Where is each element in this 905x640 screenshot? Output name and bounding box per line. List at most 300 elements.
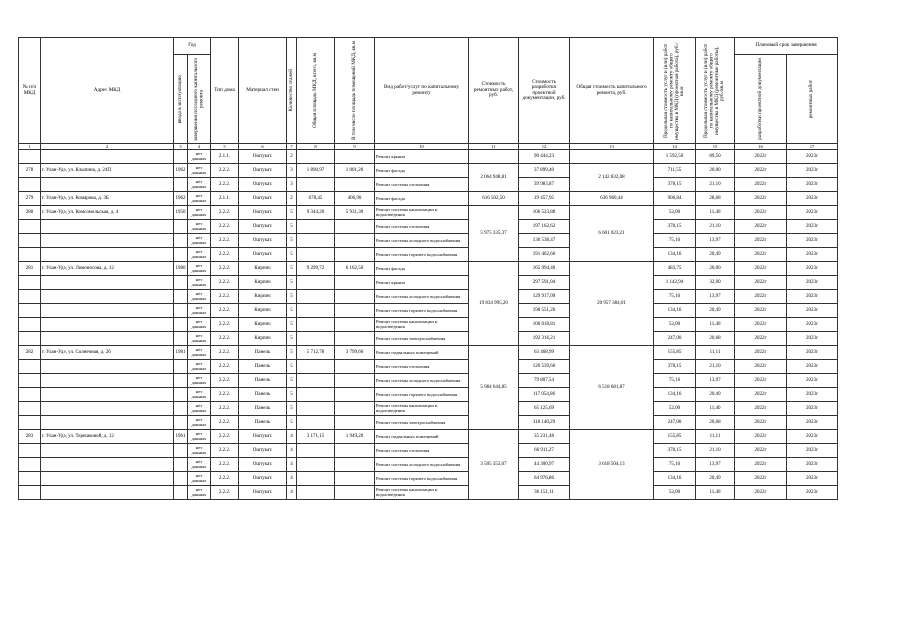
cell-m2: 11,11 (696, 430, 735, 444)
cell-m1: 52,00 (654, 402, 696, 416)
cell-p1: 2022г (735, 192, 787, 206)
cell-mat: Кирпич (239, 332, 287, 346)
col-number: 4 (188, 144, 211, 150)
cell-m2: 32,00 (696, 276, 735, 290)
cell-fl: 3 (287, 164, 297, 178)
cell-num (19, 290, 41, 304)
cell-mat: Оштукат. (239, 164, 287, 178)
cell-type: 2.2.2. (211, 262, 239, 276)
cell-built (174, 332, 188, 346)
cell-type: 2.2.2. (211, 178, 239, 192)
col-number: 3 (174, 144, 188, 150)
cell-m1: 378,15 (654, 360, 696, 374)
cell-mat: Оштукат. (239, 206, 287, 220)
cell-dc: 165 994,40 (519, 262, 570, 276)
header-num: № п/п МКД (19, 38, 41, 144)
cell-type: 2.2.2. (211, 388, 239, 402)
cell-rc: 5 975 335,37 (469, 206, 519, 262)
cell-addr: г. Улан-Удэ, ул. Солнечная, д. 26 (41, 346, 174, 360)
cell-ta (297, 248, 335, 262)
header-total-area: Общая площадь МКД, всего, кв.м (297, 38, 335, 144)
cell-num (19, 332, 41, 346)
cell-m1: 378,15 (654, 444, 696, 458)
cell-dc: 117 054,86 (519, 388, 570, 402)
cell-type: 2.2.2. (211, 248, 239, 262)
cell-p2: 2023г (787, 164, 838, 178)
cell-num (19, 416, 41, 430)
cell-p2: 2023г (787, 304, 838, 318)
cell-p1: 2022г (735, 164, 787, 178)
cell-ta: 9 299,72 (297, 262, 335, 276)
cell-p1: 2022г (735, 276, 787, 290)
cell-m1: 378,15 (654, 178, 696, 192)
cell-num (19, 472, 41, 486)
cell-m2: 11,40 (696, 206, 735, 220)
cell-m1: 378,15 (654, 220, 696, 234)
cell-p1: 2022г (735, 374, 787, 388)
cell-ta (297, 318, 335, 332)
cell-work: Ремонт системы горячего водоснабжения (375, 248, 469, 262)
cell-work: Ремонт системы отопления (375, 444, 469, 458)
cell-mat: Панель (239, 374, 287, 388)
cell-built (174, 486, 188, 500)
cell-dc: 63 468,99 (519, 346, 570, 360)
cell-m2: 13,97 (696, 290, 735, 304)
cell-num (19, 304, 41, 318)
cell-ta: 1 890,97 (297, 164, 335, 178)
header-year-group: Год (174, 38, 211, 55)
cell-p1: 2022г (735, 346, 787, 360)
table-row (19, 276, 838, 290)
header-plan-design: разработки проектной документации (735, 55, 787, 144)
cell-num (19, 234, 41, 248)
cell-fl: 5 (287, 304, 297, 318)
cell-ta (297, 360, 335, 374)
cell-type: 2.2.2. (211, 290, 239, 304)
cell-num (19, 402, 41, 416)
col-number: 12 (519, 144, 570, 150)
header-living-area: В том числе площадь помещений МКД, кв.м (335, 38, 375, 144)
cell-p2: 2023г (787, 388, 838, 402)
cell-p2: 2023г (787, 318, 838, 332)
header-max-cost-2: Предельная стоимость услуг и (или) работ по капитальному ремонту общего имущества в МКД (ремонтные работы), руб./кв.м (696, 38, 735, 144)
cell-mat: Кирпич (239, 290, 287, 304)
cell-la: 1 001,20 (335, 164, 375, 178)
cell-num (19, 150, 41, 164)
cell-fl: 4 (287, 430, 297, 444)
cell-p1: 2022г (735, 430, 787, 444)
cell-repair: нет данных (188, 472, 211, 486)
cell-m1: 906,84 (654, 192, 696, 206)
cell-fl: 5 (287, 360, 297, 374)
table-row (19, 472, 838, 486)
cell-work: Ремонт системы канализации и водоотведения (375, 318, 469, 332)
cell-addr: г. Улан-Удэ, ул. Ломоносова, д. 12 (41, 262, 174, 276)
cell-built (174, 444, 188, 458)
cell-mat: Оштукат. (239, 486, 287, 500)
cell-fl: 5 (287, 206, 297, 220)
cell-ta (297, 402, 335, 416)
cell-mat: Кирпич (239, 304, 287, 318)
cell-addr: г. Улан-Удэ, ул. Клыпина, д. 24П (41, 164, 174, 178)
cell-p2: 2023г (787, 150, 838, 164)
cell-work: Ремонт системы отопления (375, 360, 469, 374)
cell-addr (41, 290, 174, 304)
cell-built (174, 472, 188, 486)
cell-p1: 2022г (735, 402, 787, 416)
col-number: 7 (287, 144, 297, 150)
table-row (19, 248, 838, 262)
cell-mat: Оштукат. (239, 192, 287, 206)
cell-la (335, 374, 375, 388)
cell-repair: нет данных (188, 444, 211, 458)
cell-ta: 3 171,15 (297, 430, 335, 444)
cell-addr (41, 318, 174, 332)
cell-work: Ремонт системы канализации и водоотведения (375, 206, 469, 220)
cell-tc: 636 960,44 (570, 192, 654, 206)
cell-dc: 297 591,04 (519, 276, 570, 290)
cell-mat: Кирпич (239, 318, 287, 332)
cell-fl: 5 (287, 416, 297, 430)
table-row (19, 192, 838, 206)
cell-la: 1 949,20 (335, 430, 375, 444)
cell-addr (41, 178, 174, 192)
cell-m1: 52,00 (654, 318, 696, 332)
cell-p1: 2022г (735, 290, 787, 304)
cell-built (174, 374, 188, 388)
cell-mat: Оштукат. (239, 458, 287, 472)
cell-m1: 75,16 (654, 374, 696, 388)
cell-la (335, 276, 375, 290)
cell-addr (41, 248, 174, 262)
cell-dc: 19 457,95 (519, 192, 570, 206)
cell-addr (41, 486, 174, 500)
cell-fl: 5 (287, 276, 297, 290)
cell-p1: 2022г (735, 220, 787, 234)
cell-m2: 20,00 (696, 164, 735, 178)
cell-m2: 20,49 (696, 472, 735, 486)
cell-m1: 134,16 (654, 388, 696, 402)
cell-p1: 2022г (735, 416, 787, 430)
cell-addr: г. Улан-Удэ, ул. Комсомольская, д. 4 (41, 206, 174, 220)
cell-mat: Оштукат. (239, 178, 287, 192)
cell-repair: нет данных (188, 220, 211, 234)
cell-built (174, 388, 188, 402)
cell-p1: 2022г (735, 332, 787, 346)
cell-addr (41, 416, 174, 430)
col-number: 17 (787, 144, 838, 150)
cell-la (335, 220, 375, 234)
cell-repair: нет данных (188, 332, 211, 346)
table-row (19, 402, 838, 416)
cell-mat: Панель (239, 388, 287, 402)
cell-m2: 21,10 (696, 360, 735, 374)
cell-ta (297, 290, 335, 304)
cell-fl: 5 (287, 402, 297, 416)
cell-mat: Панель (239, 346, 287, 360)
cell-built: 1962 (174, 192, 188, 206)
cell-work: Ремонт системы отопления (375, 220, 469, 234)
col-number: 13 (570, 144, 654, 150)
cell-p2: 2023г (787, 178, 838, 192)
cell-addr: г. Улан-Удэ, ул. Терешковой, д. 12 (41, 430, 174, 444)
cell-dc: 129 917,09 (519, 290, 570, 304)
cell-built: 1980 (174, 262, 188, 276)
cell-repair: нет данных (188, 388, 211, 402)
cell-p2: 2023г (787, 290, 838, 304)
cell-dc: 118 140,29 (519, 416, 570, 430)
cell-fl: 5 (287, 388, 297, 402)
cell-num: 278 (19, 164, 41, 178)
cell-type: 2.2.2. (211, 444, 239, 458)
cell-built (174, 402, 188, 416)
cell-la: 5 931,30 (335, 206, 375, 220)
cell-la (335, 486, 375, 500)
cell-m2: 20,68 (696, 332, 735, 346)
cell-built (174, 276, 188, 290)
cell-p1: 2022г (735, 486, 787, 500)
cell-la (335, 402, 375, 416)
cell-addr (41, 472, 174, 486)
cell-p2: 2023г (787, 374, 838, 388)
cell-la (335, 150, 375, 164)
cell-mat: Оштукат. (239, 150, 287, 164)
cell-dc: 192 316,21 (519, 332, 570, 346)
cell-num (19, 388, 41, 402)
cell-ta: 9 344,20 (297, 206, 335, 220)
cell-num (19, 374, 41, 388)
cell-type: 2.2.2. (211, 206, 239, 220)
cell-m2: 20,00 (696, 262, 735, 276)
table-row (19, 332, 838, 346)
cell-m2: 21,10 (696, 444, 735, 458)
cell-repair: нет данных (188, 248, 211, 262)
cell-mat: Кирпич (239, 276, 287, 290)
cell-m1: 1 142,94 (654, 276, 696, 290)
cell-m2: 21,10 (696, 178, 735, 192)
cell-m2: 11,40 (696, 402, 735, 416)
cell-repair: нет данных (188, 290, 211, 304)
cell-tc: 6 518 681,87 (570, 346, 654, 430)
cell-dc: 65 125,69 (519, 402, 570, 416)
cell-dc: 44 300,97 (519, 458, 570, 472)
cell-type: 2.2.2. (211, 416, 239, 430)
col-number: 9 (335, 144, 375, 150)
cell-p2: 2023г (787, 416, 838, 430)
cell-num: 279 (19, 192, 41, 206)
cell-type: 2.1.1. (211, 150, 239, 164)
cell-type: 2.2.2. (211, 486, 239, 500)
cell-la (335, 444, 375, 458)
cell-dc: 66 911,27 (519, 444, 570, 458)
cell-addr (41, 276, 174, 290)
cell-p2: 2023г (787, 458, 838, 472)
cell-m1: 52,00 (654, 206, 696, 220)
cell-built (174, 220, 188, 234)
cell-ta (297, 220, 335, 234)
cell-m2: 11,40 (696, 318, 735, 332)
cell-num (19, 318, 41, 332)
cell-p1: 2022г (735, 178, 787, 192)
cell-m1: 247,00 (654, 416, 696, 430)
cell-addr (41, 332, 174, 346)
cell-fl: 4 (287, 472, 297, 486)
cell-fl: 5 (287, 332, 297, 346)
cell-work: Ремонт подвальных помещений (375, 346, 469, 360)
cell-repair: нет данных (188, 486, 211, 500)
cell-mat: Оштукат. (239, 248, 287, 262)
cell-mat: Оштукат. (239, 234, 287, 248)
cell-p1: 2022г (735, 388, 787, 402)
cell-work: Ремонт фасада (375, 192, 469, 206)
cell-p2: 2023г (787, 332, 838, 346)
cell-work: Ремонт системы электроснабжения (375, 416, 469, 430)
cell-dc: 39 983,87 (519, 178, 570, 192)
cell-type: 2.2.2. (211, 374, 239, 388)
cell-m2: 28,68 (696, 192, 735, 206)
table-row (19, 220, 838, 234)
cell-ta (297, 458, 335, 472)
cell-repair: нет данных (188, 402, 211, 416)
cell-p1: 2022г (735, 304, 787, 318)
table-row (19, 360, 838, 374)
cell-m1: 247,00 (654, 332, 696, 346)
cell-m2: 13,97 (696, 458, 735, 472)
cell-ta (297, 388, 335, 402)
cell-type: 2.2.2. (211, 164, 239, 178)
cell-m1: 483,75 (654, 262, 696, 276)
cell-dc: 106 523,88 (519, 206, 570, 220)
col-number: 14 (654, 144, 696, 150)
cell-num (19, 458, 41, 472)
cell-p1: 2022г (735, 262, 787, 276)
cell-fl: 3 (287, 178, 297, 192)
cell-repair: нет данных (188, 164, 211, 178)
cell-dc: 79 807,54 (519, 374, 570, 388)
cell-tc: 2 142 832,08 (570, 164, 654, 192)
header-repair-cost: Стоимость ремонтных работ, руб. (469, 38, 519, 144)
cell-ta (297, 374, 335, 388)
cell-repair: нет данных (188, 346, 211, 360)
cell-p1: 2022г (735, 472, 787, 486)
cell-repair: нет данных (188, 458, 211, 472)
cell-built: 1950 (174, 206, 188, 220)
cell-work: Ремонт системы горячего водоснабжения (375, 388, 469, 402)
cell-addr (41, 304, 174, 318)
cell-repair: нет данных (188, 150, 211, 164)
table-row (19, 458, 838, 472)
cell-m2: 11,40 (696, 486, 735, 500)
cell-fl: 4 (287, 458, 297, 472)
cell-p2: 2023г (787, 276, 838, 290)
cell-repair: нет данных (188, 234, 211, 248)
cell-addr (41, 360, 174, 374)
cell-type: 2.2.2. (211, 220, 239, 234)
cell-built: 1981 (174, 346, 188, 360)
cell-type: 2.2.2. (211, 472, 239, 486)
cell-tc: 6 601 023,21 (570, 206, 654, 262)
cell-mat: Оштукат. (239, 472, 287, 486)
header-plan-repair: ремонтных работ (787, 55, 838, 144)
cell-dc: 36 151,11 (519, 486, 570, 500)
cell-m1: 711,55 (654, 164, 696, 178)
col-number: 5 (211, 144, 239, 150)
cell-addr (41, 220, 174, 234)
cell-la (335, 416, 375, 430)
cell-dc: 130 538,47 (519, 234, 570, 248)
table-row (19, 374, 838, 388)
table-row (19, 318, 838, 332)
cell-addr (41, 150, 174, 164)
cell-mat: Панель (239, 416, 287, 430)
col-number: 10 (375, 144, 469, 150)
cell-p2: 2023г (787, 402, 838, 416)
cell-type: 2.2.2. (211, 430, 239, 444)
cell-m2: 11,11 (696, 346, 735, 360)
table-row (19, 430, 838, 444)
cell-dc: 191 462,66 (519, 248, 570, 262)
cell-rc: 19 834 995,20 (469, 262, 519, 346)
cell-mat: Панель (239, 402, 287, 416)
cell-p1: 2022г (735, 150, 787, 164)
cell-mat: Оштукат. (239, 220, 287, 234)
cell-fl: 2 (287, 150, 297, 164)
cell-ta (297, 276, 335, 290)
cell-la (335, 304, 375, 318)
table-row (19, 178, 838, 192)
cell-tc (570, 150, 654, 164)
cell-repair: нет данных (188, 192, 211, 206)
cell-tc: 3 618 504,13 (570, 430, 654, 500)
cell-p1: 2022г (735, 444, 787, 458)
cell-p1: 2022г (735, 206, 787, 220)
table-row (19, 164, 838, 178)
cell-p1: 2022г (735, 458, 787, 472)
cell-la (335, 234, 375, 248)
cell-dc: 35 231,48 (519, 430, 570, 444)
cell-la: 406,90 (335, 192, 375, 206)
cell-dc: 106 018,81 (519, 318, 570, 332)
cell-repair: нет данных (188, 304, 211, 318)
table-body (19, 150, 838, 500)
cell-work: Ремонт системы электроснабжения (375, 332, 469, 346)
cell-fl: 5 (287, 290, 297, 304)
cell-fl: 5 (287, 346, 297, 360)
table-row (19, 290, 838, 304)
cell-built (174, 248, 188, 262)
cell-la (335, 472, 375, 486)
cell-ta (297, 304, 335, 318)
cell-num (19, 444, 41, 458)
cell-repair: нет данных (188, 416, 211, 430)
cell-rc: 616 502,50 (469, 192, 519, 206)
cell-work: Ремонт системы холодного водоснабжения (375, 458, 469, 472)
cell-fl: 5 (287, 262, 297, 276)
cell-num (19, 248, 41, 262)
header-year-last-repair: завершения последнего капитального ремонта (188, 55, 211, 144)
cell-num: 282 (19, 346, 41, 360)
cell-rc (469, 150, 519, 164)
cell-p2: 2023г (787, 192, 838, 206)
cell-fl: 2 (287, 192, 297, 206)
table-row (19, 304, 838, 318)
cell-repair: нет данных (188, 360, 211, 374)
cell-repair: нет данных (188, 276, 211, 290)
cell-work: Ремонт системы отопления (375, 178, 469, 192)
cell-m1: 75,16 (654, 458, 696, 472)
cell-m2: 21,10 (696, 220, 735, 234)
table-row (19, 486, 838, 500)
